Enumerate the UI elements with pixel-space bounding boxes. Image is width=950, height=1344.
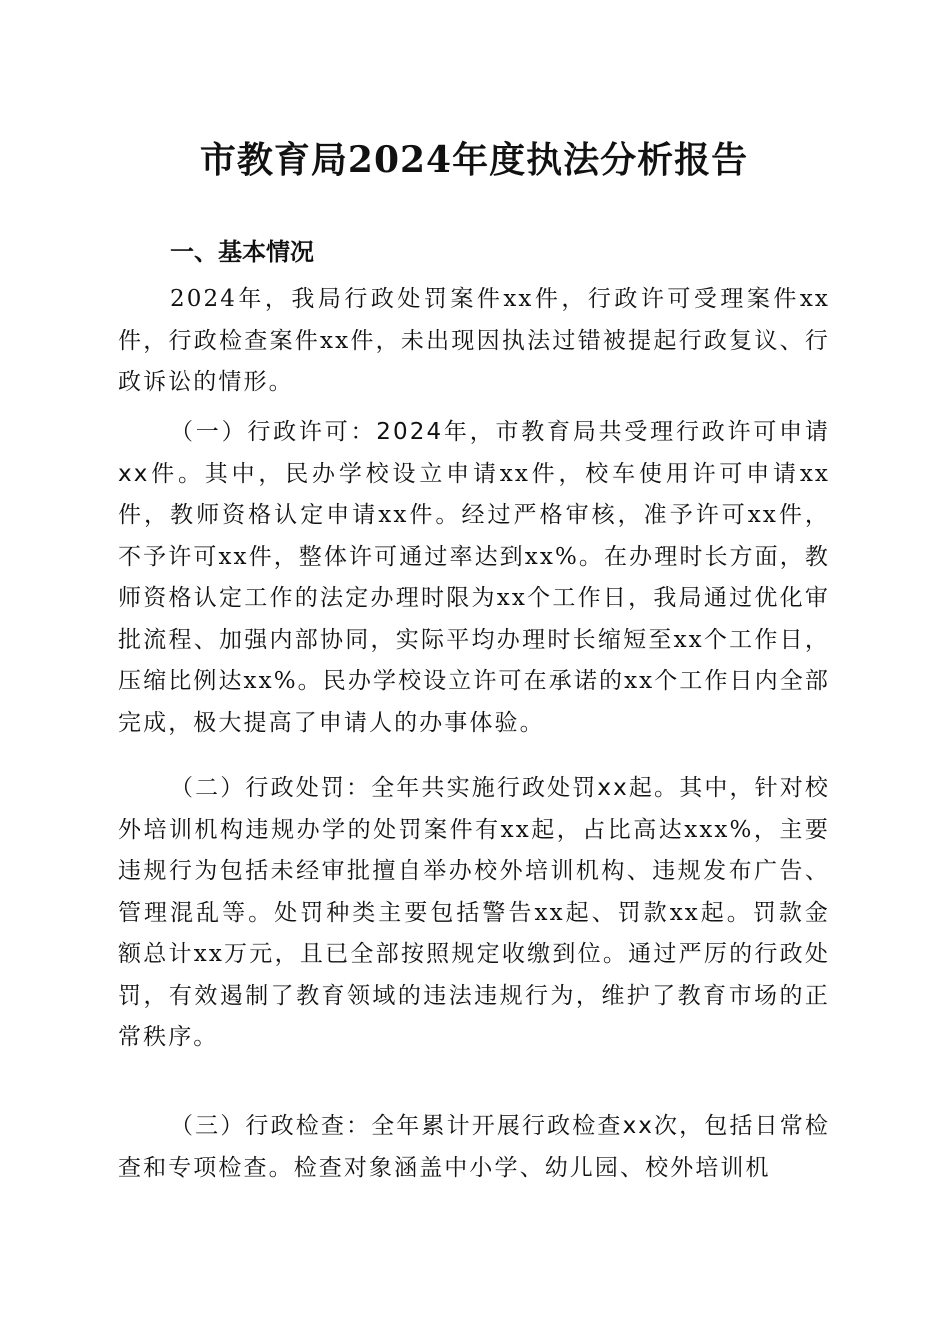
paragraph-lead: （三）行政检查：全年累计开展行政检查xx次，包括日常检查和专项检查。 (118, 1113, 830, 1181)
paragraph-admin-penalty (118, 768, 830, 1059)
paragraph-overview (118, 279, 830, 404)
paragraph-admin-license (118, 412, 830, 744)
document-title: 市教育局2024年度执法分析报告 (199, 139, 749, 181)
section-heading: 一、基本情况 (170, 238, 314, 266)
paragraph-lead: （一）行政许可：2024年，市教育局共受理行政许可申请xx件。 (118, 419, 830, 487)
paragraph-admin-inspection (118, 1106, 830, 1189)
paragraph-text: 其中，民办学校设立申请xx件，校车使用许可申请xx件，教师资格认定申请xx件。经过严格审核，准予许可xx件，不予许可xx件，整体许可通过率达到xx%。在办理时长方面，教师资格认定工作的法定办理时限为xx个工作日，我局通过优化审批流程、加强内部协同，实际平均办理时长缩短至xx个工作日，压缩比例达xx%。民办学校设立许可在承诺的xx个工作日内全部完成，极大提高了申请人的办事体验。 (118, 460, 830, 736)
paragraph-text: 检查对象涵盖中小学、幼儿园、校外培训机 (293, 1154, 771, 1181)
paragraph-text: 2024年，我局行政处罚案件xx件，行政许可受理案件xx件，行政检查案件xx件，未出现因执法过错被提起行政复议、行政诉讼的情形。 (118, 286, 830, 395)
paragraph-text: 其中，针对校外培训机构违规办学的处罚案件有xx起，占比高达xxx%，主要违规行为包括未经审批擅自举办校外培训机构、违规发布广告、管理混乱等。处罚种类主要包括警告xx起、罚款xx起。罚款金额总计xx万元，且已全部按照规定收缴到位。通过严厉的行政处罚，有效遏制了教育领域的违法违规行为，维护了教育市场的正常秩序。 (118, 775, 831, 1050)
paragraph-lead: （二）行政处罚：全年共实施行政处罚xx起。 (170, 775, 680, 801)
